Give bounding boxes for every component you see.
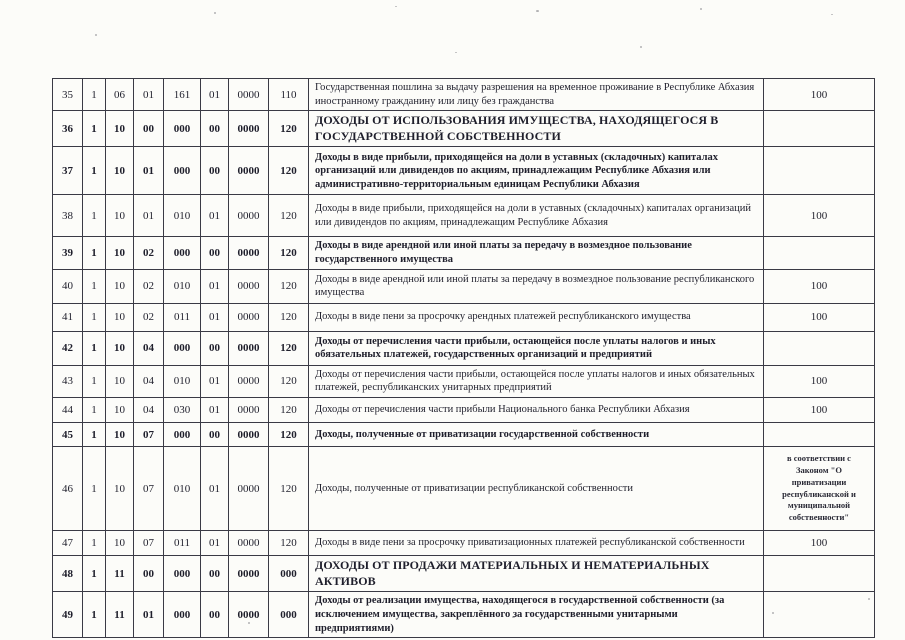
table-row xyxy=(53,556,875,592)
budget-table-body xyxy=(53,79,875,638)
description-cell: Доходы в виде пени за просрочку арендных платежей республиканского имущества xyxy=(309,303,764,331)
table-row xyxy=(53,398,875,423)
percent-cell: в соответствии с Законом "О приватизации республиканской и муниципальной собственности" xyxy=(764,447,875,531)
code-cell: 0000 xyxy=(229,592,269,638)
code-cell: 1 xyxy=(83,531,106,556)
code-cell: 10 xyxy=(106,269,134,303)
code-cell: 10 xyxy=(106,111,134,147)
code-cell: 10 xyxy=(106,237,134,269)
row-number-cell: 36 xyxy=(53,111,83,147)
code-cell: 0000 xyxy=(229,147,269,195)
code-cell: 120 xyxy=(269,147,309,195)
code-cell: 10 xyxy=(106,398,134,423)
scan-noise-dot xyxy=(455,52,457,53)
code-cell: 1 xyxy=(83,592,106,638)
code-cell: 000 xyxy=(164,111,201,147)
code-cell: 00 xyxy=(201,237,229,269)
description-cell: Доходы в виде арендной или иной платы за передачу в возмездное пользование республиканского имущества xyxy=(309,269,764,303)
code-cell: 0000 xyxy=(229,79,269,111)
code-cell: 0000 xyxy=(229,195,269,237)
code-cell: 00 xyxy=(134,556,164,592)
budget-revenue-table-container xyxy=(52,78,875,638)
code-cell: 000 xyxy=(269,556,309,592)
code-cell: 02 xyxy=(134,269,164,303)
percent-cell: 100 xyxy=(764,303,875,331)
table-row xyxy=(53,447,875,531)
code-cell: 1 xyxy=(83,269,106,303)
row-number-cell: 42 xyxy=(53,331,83,365)
budget-revenue-table xyxy=(52,78,875,638)
percent-cell xyxy=(764,592,875,638)
description-cell: Доходы от перечисления части прибыли, остающейся после уплаты налогов и иных обязательных платежей, государственных организаций и предприятий xyxy=(309,331,764,365)
code-cell: 161 xyxy=(164,79,201,111)
code-cell: 01 xyxy=(201,531,229,556)
description-cell: Доходы от перечисления части прибыли, остающейся после уплаты налогов и иных обязательных платежей, республиканских унитарных предприятий xyxy=(309,365,764,397)
code-cell: 10 xyxy=(106,531,134,556)
table-row xyxy=(53,365,875,397)
row-number-cell: 39 xyxy=(53,237,83,269)
code-cell: 0000 xyxy=(229,398,269,423)
code-cell: 110 xyxy=(269,79,309,111)
code-cell: 1 xyxy=(83,423,106,447)
table-row xyxy=(53,195,875,237)
row-number-cell: 37 xyxy=(53,147,83,195)
code-cell: 10 xyxy=(106,147,134,195)
code-cell: 10 xyxy=(106,195,134,237)
row-number-cell: 46 xyxy=(53,447,83,531)
code-cell: 120 xyxy=(269,423,309,447)
code-cell: 1 xyxy=(83,303,106,331)
code-cell: 07 xyxy=(134,531,164,556)
code-cell: 0000 xyxy=(229,269,269,303)
scan-noise-dot xyxy=(395,6,397,7)
row-number-cell: 43 xyxy=(53,365,83,397)
table-row xyxy=(53,237,875,269)
code-cell: 120 xyxy=(269,531,309,556)
percent-cell: 100 xyxy=(764,269,875,303)
row-number-cell: 47 xyxy=(53,531,83,556)
table-row xyxy=(53,79,875,111)
percent-cell: 100 xyxy=(764,195,875,237)
code-cell: 00 xyxy=(201,147,229,195)
code-cell: 1 xyxy=(83,447,106,531)
code-cell: 01 xyxy=(134,195,164,237)
code-cell: 00 xyxy=(201,331,229,365)
code-cell: 0000 xyxy=(229,331,269,365)
code-cell: 04 xyxy=(134,331,164,365)
code-cell: 120 xyxy=(269,331,309,365)
code-cell: 10 xyxy=(106,423,134,447)
code-cell: 02 xyxy=(134,237,164,269)
code-cell: 010 xyxy=(164,447,201,531)
code-cell: 120 xyxy=(269,237,309,269)
code-cell: 1 xyxy=(83,365,106,397)
code-cell: 011 xyxy=(164,531,201,556)
code-cell: 0000 xyxy=(229,111,269,147)
code-cell: 000 xyxy=(164,423,201,447)
code-cell: 07 xyxy=(134,447,164,531)
code-cell: 000 xyxy=(164,237,201,269)
code-cell: 010 xyxy=(164,365,201,397)
code-cell: 0000 xyxy=(229,423,269,447)
code-cell: 04 xyxy=(134,365,164,397)
code-cell: 1 xyxy=(83,237,106,269)
row-number-cell: 41 xyxy=(53,303,83,331)
code-cell: 000 xyxy=(164,592,201,638)
scan-noise-dot xyxy=(214,12,216,14)
table-row xyxy=(53,531,875,556)
code-cell: 0000 xyxy=(229,556,269,592)
description-cell: Доходы, полученные от приватизации государственной собственности xyxy=(309,423,764,447)
table-row xyxy=(53,423,875,447)
code-cell: 00 xyxy=(201,423,229,447)
code-cell: 07 xyxy=(134,423,164,447)
percent-cell xyxy=(764,423,875,447)
code-cell: 01 xyxy=(201,398,229,423)
scan-noise-dot xyxy=(831,14,833,15)
code-cell: 1 xyxy=(83,79,106,111)
row-number-cell: 48 xyxy=(53,556,83,592)
code-cell: 10 xyxy=(106,365,134,397)
code-cell: 11 xyxy=(106,592,134,638)
percent-cell xyxy=(764,556,875,592)
percent-cell: 100 xyxy=(764,398,875,423)
row-number-cell: 49 xyxy=(53,592,83,638)
code-cell: 1 xyxy=(83,331,106,365)
code-cell: 1 xyxy=(83,147,106,195)
description-cell: Доходы, полученные от приватизации республиканской собственности xyxy=(309,447,764,531)
code-cell: 120 xyxy=(269,447,309,531)
code-cell: 11 xyxy=(106,556,134,592)
row-number-cell: 40 xyxy=(53,269,83,303)
description-cell: Доходы в виде прибыли, приходящейся на доли в уставных (складочных) капиталах организаций или дивидендов по акциям, принадлежащим Республике Абхазия xyxy=(309,195,764,237)
description-cell: Доходы в виде пени за просрочку приватизационных платежей республиканской собственности xyxy=(309,531,764,556)
table-row xyxy=(53,331,875,365)
code-cell: 10 xyxy=(106,331,134,365)
code-cell: 120 xyxy=(269,195,309,237)
code-cell: 120 xyxy=(269,303,309,331)
description-cell: Доходы в виде арендной или иной платы за передачу в возмездное пользование государственного имущества xyxy=(309,237,764,269)
code-cell: 00 xyxy=(134,111,164,147)
code-cell: 000 xyxy=(269,592,309,638)
code-cell: 04 xyxy=(134,398,164,423)
row-number-cell: 45 xyxy=(53,423,83,447)
code-cell: 1 xyxy=(83,111,106,147)
description-cell: Государственная пошлина за выдачу разрешения на временное проживание в Республике Абхазия иностранному гражданину или лицу без гражданства xyxy=(309,79,764,111)
code-cell: 120 xyxy=(269,365,309,397)
code-cell: 01 xyxy=(134,79,164,111)
description-cell: Доходы в виде прибыли, приходящейся на доли в уставных (складочных) капиталах организаций или дивидендов по акциям, принадлежащим Республике Абхазия или административно-территориальным единицам Республики Абхазия xyxy=(309,147,764,195)
code-cell: 00 xyxy=(201,111,229,147)
code-cell: 0000 xyxy=(229,303,269,331)
code-cell: 01 xyxy=(201,303,229,331)
row-number-cell: 38 xyxy=(53,195,83,237)
code-cell: 0000 xyxy=(229,365,269,397)
percent-cell xyxy=(764,147,875,195)
code-cell: 030 xyxy=(164,398,201,423)
code-cell: 010 xyxy=(164,195,201,237)
percent-cell: 100 xyxy=(764,531,875,556)
code-cell: 00 xyxy=(201,592,229,638)
code-cell: 120 xyxy=(269,111,309,147)
code-cell: 000 xyxy=(164,331,201,365)
description-cell: ДОХОДЫ ОТ ПРОДАЖИ МАТЕРИАЛЬНЫХ И НЕМАТЕРИАЛЬНЫХ АКТИВОВ xyxy=(309,556,764,592)
percent-cell: 100 xyxy=(764,79,875,111)
code-cell: 010 xyxy=(164,269,201,303)
code-cell: 120 xyxy=(269,398,309,423)
code-cell: 000 xyxy=(164,556,201,592)
code-cell: 01 xyxy=(201,365,229,397)
code-cell: 000 xyxy=(164,147,201,195)
code-cell: 0000 xyxy=(229,237,269,269)
code-cell: 01 xyxy=(134,592,164,638)
row-number-cell: 44 xyxy=(53,398,83,423)
table-row xyxy=(53,303,875,331)
row-number-cell: 35 xyxy=(53,79,83,111)
table-row xyxy=(53,147,875,195)
code-cell: 1 xyxy=(83,195,106,237)
code-cell: 01 xyxy=(201,447,229,531)
table-row xyxy=(53,269,875,303)
code-cell: 01 xyxy=(201,79,229,111)
code-cell: 1 xyxy=(83,398,106,423)
code-cell: 011 xyxy=(164,303,201,331)
table-row xyxy=(53,111,875,147)
description-cell: Доходы от реализации имущества, находящегося в государственной собственности (за исключением имущества, закреплённого за государственными унитарными предприятиями) xyxy=(309,592,764,638)
code-cell: 02 xyxy=(134,303,164,331)
code-cell: 0000 xyxy=(229,447,269,531)
code-cell: 1 xyxy=(83,556,106,592)
description-cell: ДОХОДЫ ОТ ИСПОЛЬЗОВАНИЯ ИМУЩЕСТВА, НАХОДЯЩЕГОСЯ В ГОСУДАРСТВЕННОЙ СОБСТВЕННОСТИ xyxy=(309,111,764,147)
percent-cell: 100 xyxy=(764,365,875,397)
scan-noise-dot xyxy=(95,34,97,36)
code-cell: 01 xyxy=(201,269,229,303)
description-cell: Доходы от перечисления части прибыли Национального банка Республики Абхазия xyxy=(309,398,764,423)
code-cell: 06 xyxy=(106,79,134,111)
percent-cell xyxy=(764,237,875,269)
code-cell: 10 xyxy=(106,303,134,331)
percent-cell xyxy=(764,331,875,365)
code-cell: 10 xyxy=(106,447,134,531)
code-cell: 01 xyxy=(201,195,229,237)
scan-noise-dot xyxy=(700,8,702,10)
scan-noise-dot xyxy=(536,10,539,12)
table-row xyxy=(53,592,875,638)
code-cell: 120 xyxy=(269,269,309,303)
code-cell: 00 xyxy=(201,556,229,592)
scan-noise-dot xyxy=(640,46,642,48)
percent-cell xyxy=(764,111,875,147)
code-cell: 01 xyxy=(134,147,164,195)
code-cell: 0000 xyxy=(229,531,269,556)
